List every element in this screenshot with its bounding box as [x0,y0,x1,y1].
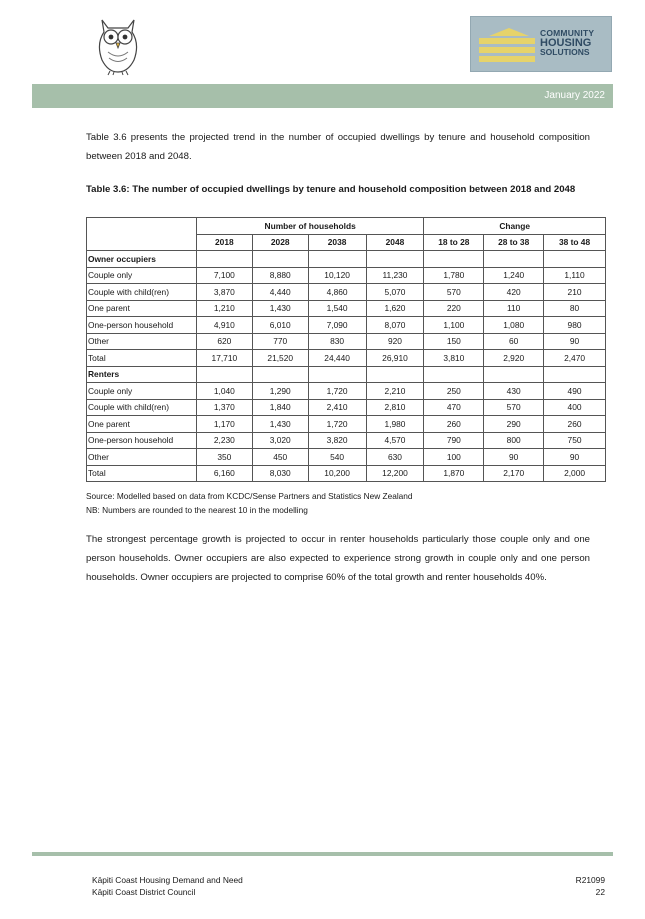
empty-cell [196,251,252,268]
table-cell: 210 [544,284,606,301]
table-cell: 17,710 [196,350,252,367]
row-label: Couple only [87,383,197,400]
empty-cell [424,366,484,383]
conclusion-paragraph: The strongest percentage growth is projected to occur in renter households particularly those couple only and one person households. Owner occupiers are also expected to experience strong growth in couple only and one person households. Owner occupiers are projected to comprise 60% of the total growth and renter households 40%. [86,534,590,583]
header-band [32,84,613,108]
table-cell: 1,720 [308,383,366,400]
table-cell: 21,520 [252,350,308,367]
table-cell: 800 [484,432,544,449]
column-header: 2028 [252,234,308,251]
table-cell: 90 [544,449,606,466]
table-cell: 2,810 [366,399,424,416]
empty-cell [196,366,252,383]
empty-cell [252,251,308,268]
table-cell: 260 [544,416,606,433]
house-stripes-icon [479,26,537,64]
table-cell: 2,470 [544,350,606,367]
table-cell: 5,070 [366,284,424,301]
table-cell: 1,540 [308,300,366,317]
column-header: 2018 [196,234,252,251]
table-cell: 450 [252,449,308,466]
column-header: 28 to 38 [484,234,544,251]
table-cell: 250 [424,383,484,400]
empty-cell [544,251,606,268]
footer-report-code: R21099 [575,875,605,885]
table-row [87,317,606,334]
households-table [86,217,606,482]
table-cell: 3,810 [424,350,484,367]
table-body [87,251,606,482]
table-cell: 11,230 [366,267,424,284]
footer-divider [32,852,613,856]
table-cell: 6,160 [196,465,252,482]
table-cell: 2,920 [484,350,544,367]
table-note: NB: Numbers are rounded to the nearest 10 in the modelling [86,505,308,515]
table-cell: 750 [544,432,606,449]
empty-cell [366,251,424,268]
table-cell: 3,870 [196,284,252,301]
table-cell: 7,100 [196,267,252,284]
table-cell: 470 [424,399,484,416]
empty-cell [252,366,308,383]
table-cell: 350 [196,449,252,466]
table-row [87,449,606,466]
footer-organisation: Kāpiti Coast District Council [92,887,196,897]
empty-cell [544,366,606,383]
row-label: One parent [87,416,197,433]
table-cell: 830 [308,333,366,350]
row-label: Couple with child(ren) [87,399,197,416]
table-cell: 1,080 [484,317,544,334]
table-cell: 490 [544,383,606,400]
empty-cell [308,251,366,268]
owl-logo-icon [94,14,142,76]
row-label: Couple only [87,267,197,284]
section-row [87,251,606,268]
table-cell: 10,120 [308,267,366,284]
table-cell: 430 [484,383,544,400]
footer-report-title: Kāpiti Coast Housing Demand and Need [92,875,243,885]
table-cell: 8,030 [252,465,308,482]
table-cell: 90 [544,333,606,350]
table-row [87,284,606,301]
logo-wordmark [540,29,594,58]
table-cell: 24,440 [308,350,366,367]
logo-line-2: HOUSING [540,36,592,49]
column-header: 2048 [366,234,424,251]
header-blank-cell [87,218,197,251]
table-row [87,267,606,284]
row-label: Total [87,350,197,367]
empty-cell [424,251,484,268]
table-cell: 1,100 [424,317,484,334]
table-cell: 150 [424,333,484,350]
group-header-change: Change [424,218,606,235]
table-cell: 2,230 [196,432,252,449]
table-cell: 1,110 [544,267,606,284]
table-row [87,350,606,367]
table-cell: 2,210 [366,383,424,400]
column-header: 2038 [308,234,366,251]
table-cell: 110 [484,300,544,317]
table-cell: 8,880 [252,267,308,284]
table-cell: 400 [544,399,606,416]
table-cell: 1,780 [424,267,484,284]
community-housing-solutions-logo [470,16,612,72]
table-cell: 1,430 [252,300,308,317]
row-label: One-person household [87,317,197,334]
table-cell: 90 [484,449,544,466]
table-row [87,432,606,449]
table-cell: 1,720 [308,416,366,433]
table-cell: 10,200 [308,465,366,482]
table-row [87,383,606,400]
logo-line-3: SOLUTIONS [540,47,590,57]
table-cell: 6,010 [252,317,308,334]
table-cell: 1,870 [424,465,484,482]
table-row [87,300,606,317]
column-header: 38 to 48 [544,234,606,251]
footer-left [92,874,243,898]
table-cell: 1,430 [252,416,308,433]
table-cell: 1,980 [366,416,424,433]
table-cell: 620 [196,333,252,350]
table-cell: 7,090 [308,317,366,334]
section-title: Renters [87,366,197,383]
table-cell: 790 [424,432,484,449]
table-cell: 570 [424,284,484,301]
table-cell: 4,860 [308,284,366,301]
table-cell: 290 [484,416,544,433]
table-cell: 420 [484,284,544,301]
empty-cell [484,366,544,383]
table-cell: 4,440 [252,284,308,301]
row-label: One-person household [87,432,197,449]
table-cell: 1,840 [252,399,308,416]
table-cell: 1,240 [484,267,544,284]
empty-cell [484,251,544,268]
table-cell: 4,570 [366,432,424,449]
table-cell: 4,910 [196,317,252,334]
table-cell: 1,170 [196,416,252,433]
table-cell: 540 [308,449,366,466]
table-cell: 2,170 [484,465,544,482]
table-cell: 630 [366,449,424,466]
table-cell: 100 [424,449,484,466]
table-source: Source: Modelled based on data from KCDC/Sense Partners and Statistics New Zealand [86,491,413,501]
table-cell: 12,200 [366,465,424,482]
row-label: Total [87,465,197,482]
table-cell: 1,370 [196,399,252,416]
report-date: January 2022 [544,90,605,101]
table-cell: 1,210 [196,300,252,317]
group-header-households: Number of households [196,218,424,235]
table-cell: 920 [366,333,424,350]
row-label: Other [87,333,197,350]
empty-cell [366,366,424,383]
table-cell: 80 [544,300,606,317]
table-cell: 3,820 [308,432,366,449]
footer-right [576,874,605,898]
table-cell: 1,620 [366,300,424,317]
group-header-row [87,218,606,235]
table-row [87,333,606,350]
table-cell: 8,070 [366,317,424,334]
logo-line-1: COMMUNITY [540,28,595,38]
table-cell: 2,410 [308,399,366,416]
section-title: Owner occupiers [87,251,197,268]
table-cell: 260 [424,416,484,433]
table-cell: 2,000 [544,465,606,482]
footer-page-number: 22 [595,887,605,897]
row-label: Other [87,449,197,466]
table-caption: Table 3.6: The number of occupied dwellings by tenure and household composition between 2018 and 2048 [86,184,576,195]
table-row [87,416,606,433]
table-cell: 220 [424,300,484,317]
section-row [87,366,606,383]
table-cell: 980 [544,317,606,334]
table-cell: 770 [252,333,308,350]
table-cell: 26,910 [366,350,424,367]
intro-paragraph: Table 3.6 presents the projected trend in the number of occupied dwellings by tenure and household composition between 2018 and 2048. [86,132,590,162]
table-cell: 3,020 [252,432,308,449]
table-row [87,465,606,482]
empty-cell [308,366,366,383]
table-row [87,399,606,416]
row-label: Couple with child(ren) [87,284,197,301]
table-cell: 570 [484,399,544,416]
table-cell: 1,040 [196,383,252,400]
table-cell: 60 [484,333,544,350]
row-label: One parent [87,300,197,317]
table-cell: 1,290 [252,383,308,400]
column-header: 18 to 28 [424,234,484,251]
